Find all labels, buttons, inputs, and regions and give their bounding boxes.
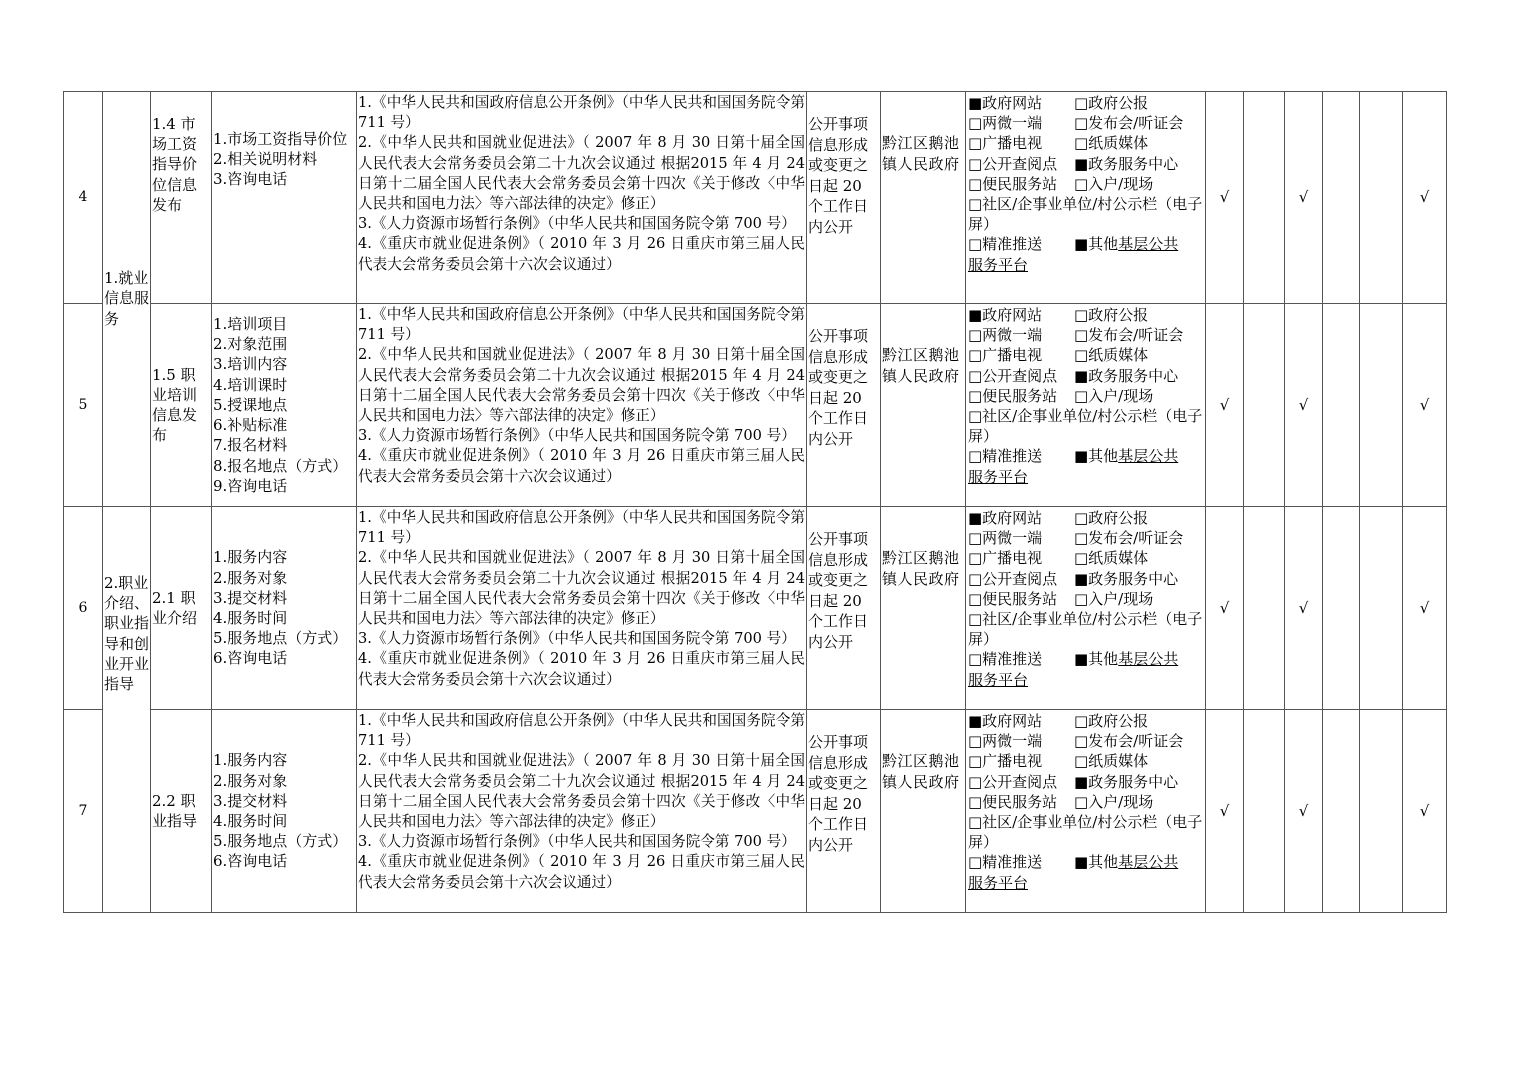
channel-row [968,133,1204,153]
channel-option: □政府公报 [1074,94,1149,112]
channel-row [968,731,1204,751]
channel-option: □精准推送 [968,853,1043,872]
legal-basis-item: 4.《重庆市就业促进条例》（ 2010 年 3 月 26 日重庆市第三届人民代表大会常务委员会第十六次会议通过） [358,447,805,485]
channel-row [968,548,1204,568]
channel-other-value: 基层公共 [1118,853,1179,872]
legal-basis-item: 1.《中华人民共和国政府信息公开条例》（中华人民共和国国务院令第 711 号） [358,712,805,750]
channel-other-value-cont: 服务平台 [968,467,1029,486]
legal-basis-item: 3.《人力资源市场暂行条例》（中华人民共和国国务院令第 700 号） [358,630,796,648]
channel-row [968,446,1204,466]
legal-basis-item: 1.《中华人民共和国政府信息公开条例》（中华人民共和国国务院令第 711 号） [358,509,805,547]
legal-basis-item: 2.《中华人民共和国就业促进法》（ 2007 年 8 月 30 日第十届全国人民代表大会常务委员会第二十九次会议通过 根据2015 年 4 月 24 日第十二届全国人民代表大会常务委员会第十四次《关于修改〈中华人民共和国电力法〉等六部法律的决定》修正） [358,346,805,425]
content-item: 6.补贴标准 [213,416,288,435]
content-item: 1.培训项目 [213,315,288,334]
check-mark: √ [1206,507,1244,710]
channel-row [968,508,1204,528]
channel-row [968,792,1204,812]
channel-row [968,751,1204,771]
check-mark: √ [1285,507,1323,710]
check-mark: √ [1206,710,1244,913]
channel-option: □两微一端 [968,326,1043,345]
channel-option: □社区/企事业单位/村公示栏（电子屏） [968,407,1203,446]
empty-cell [1323,710,1360,913]
channel-option: ■政务服务中心 [1074,772,1179,791]
row-index: 4 [64,92,103,304]
content-item: 7.报名材料 [213,436,288,455]
channel-option: ■政府网站 [968,94,1043,112]
disclosure-channels [966,92,1206,304]
channel-row [968,711,1204,731]
content-item: 2.服务对象 [213,771,288,790]
empty-cell [1360,710,1403,913]
channel-other-label: ■其他 [1074,447,1119,466]
channel-row [968,589,1204,609]
disclosure-subject: 黔江区鹅池镇人民政府 [881,92,966,304]
channel-option: □精准推送 [968,650,1043,669]
category-cell: 2.职业介绍、职业指导和创业开业指导 [103,507,151,913]
legal-basis-item: 4.《重庆市就业促进条例》（ 2010 年 3 月 26 日重庆市第三届人民代表大会常务委员会第十六次会议通过） [358,853,805,891]
disclosure-channels [966,304,1206,507]
channel-row [968,772,1204,792]
channel-option: □精准推送 [968,447,1043,466]
category-cell: 1.就业信息服务 [103,92,151,507]
check-mark: √ [1206,92,1244,304]
check-mark: √ [1285,304,1323,507]
channel-option [1074,649,1178,669]
disclosure-timing: 公开事项信息形成或变更之日起 20 个工作日内公开 [807,92,881,304]
channel-option [1074,852,1178,872]
channel-option: □发布会/听证会 [1074,529,1184,548]
channel-option: □两微一端 [968,732,1043,751]
legal-basis-item: 3.《人力资源市场暂行条例》（中华人民共和国国务院令第 700 号） [358,215,796,233]
channel-row [968,305,1204,325]
channel-option: ■政府网站 [968,712,1043,730]
check-mark: √ [1285,92,1323,304]
channel-option: □广播电视 [968,549,1043,568]
channel-option: □广播电视 [968,134,1043,153]
disclosure-table [63,91,1447,913]
channel-row [968,174,1204,194]
channel-row [968,154,1204,174]
legal-basis-item: 4.《重庆市就业促进条例》（ 2010 年 3 月 26 日重庆市第三届人民代表大会常务委员会第十六次会议通过） [358,650,805,688]
empty-cell [1244,304,1285,507]
channel-row [968,852,1204,872]
disclosure-channels [966,507,1206,710]
legal-basis-cell [357,92,807,304]
empty-cell [1360,304,1403,507]
content-item: 2.服务对象 [213,568,288,587]
content-item: 5.服务地点（方式） [213,832,348,851]
disclosure-channels [966,710,1206,913]
channel-row [968,569,1204,589]
channel-other-value: 基层公共 [1118,235,1179,254]
channel-option: □公开查阅点 [968,366,1058,385]
channel-option: □政府公报 [1074,712,1149,730]
subcategory-cell: 2.2 职业指导 [151,710,212,913]
row-index: 6 [64,507,103,710]
channel-option: □公开查阅点 [968,569,1058,588]
content-item: 5.服务地点（方式） [213,629,348,648]
content-item: 3.培训内容 [213,355,288,374]
channel-option: □发布会/听证会 [1074,326,1184,345]
content-list [212,92,357,304]
content-item: 3.提交材料 [213,791,288,810]
channel-option: □广播电视 [968,346,1043,365]
content-item: 6.咨询电话 [213,852,288,871]
subcategory-cell: 2.1 职业介绍 [151,507,212,710]
channel-option: □公开查阅点 [968,154,1058,173]
channel-row [968,386,1204,406]
legal-basis-item: 3.《人力资源市场暂行条例》（中华人民共和国国务院令第 700 号） [358,427,796,445]
content-item: 2.对象范围 [213,335,288,354]
channel-other-value: 基层公共 [1118,447,1179,466]
channel-row [968,649,1204,669]
content-item: 3.提交材料 [213,588,288,607]
content-list [212,710,357,913]
channel-option: □政府公报 [1074,509,1149,527]
row-index: 7 [64,710,103,913]
table-row [64,92,1447,304]
channel-option: □纸质媒体 [1074,134,1149,153]
channel-option: □入户/现场 [1074,386,1154,405]
disclosure-timing: 公开事项信息形成或变更之日起 20 个工作日内公开 [807,710,881,913]
check-mark: √ [1206,304,1244,507]
channel-other-label: ■其他 [1074,853,1119,872]
subcategory-cell: 1.5 职业培训信息发布 [151,304,212,507]
channel-option: □入户/现场 [1074,792,1154,811]
channel-option: □精准推送 [968,235,1043,254]
empty-cell [1323,304,1360,507]
channel-option: ■政务服务中心 [1074,154,1179,173]
channel-row [968,528,1204,548]
table-row [64,507,1447,710]
channel-row [968,366,1204,386]
channel-option: □政府公报 [1074,306,1149,324]
channel-option: □广播电视 [968,752,1043,771]
subcategory-cell: 1.4 市场工资指导价位信息发布 [151,92,212,304]
channel-option: □便民服务站 [968,589,1058,608]
channel-option: □两微一端 [968,529,1043,548]
channel-option: ■政务服务中心 [1074,569,1179,588]
legal-basis-item: 4.《重庆市就业促进条例》（ 2010 年 3 月 26 日重庆市第三届人民代表大会常务委员会第十六次会议通过） [358,235,805,273]
channel-option: □发布会/听证会 [1074,114,1184,133]
channel-row [968,345,1204,365]
content-item: 1.服务内容 [213,751,288,770]
legal-basis-item: 2.《中华人民共和国就业促进法》（ 2007 年 8 月 30 日第十届全国人民代表大会常务委员会第二十九次会议通过 根据2015 年 4 月 24 日第十二届全国人民代表大会常务委员会第十四次《关于修改〈中华人民共和国电力法〉等六部法律的决定》修正） [358,134,805,213]
channel-option: □便民服务站 [968,792,1058,811]
content-item: 5.授课地点 [213,395,288,414]
channel-option: ■政府网站 [968,509,1043,527]
channel-other-value-cont: 服务平台 [968,255,1029,274]
empty-cell [1323,507,1360,710]
check-mark: √ [1403,304,1447,507]
channel-option: ■政务服务中心 [1074,366,1179,385]
channel-row [968,325,1204,345]
empty-cell [1244,92,1285,304]
legal-basis-item: 3.《人力资源市场暂行条例》（中华人民共和国国务院令第 700 号） [358,833,796,851]
content-item: 2.相关说明材料 [213,150,318,169]
disclosure-subject: 黔江区鹅池镇人民政府 [881,304,966,507]
channel-row [968,234,1204,254]
channel-option: □入户/现场 [1074,174,1154,193]
channel-option: □纸质媒体 [1074,752,1149,771]
channel-option [1074,234,1178,254]
content-item: 4.服务时间 [213,812,288,830]
check-mark: √ [1403,710,1447,913]
channel-option: □公开查阅点 [968,772,1058,791]
content-item: 1.市场工资指导价位 [213,130,348,148]
legal-basis-cell [357,507,807,710]
content-item: 4.服务时间 [213,609,288,627]
channel-option [1074,446,1178,466]
channel-option: □社区/企事业单位/村公示栏（电子屏） [968,195,1203,234]
disclosure-timing: 公开事项信息形成或变更之日起 20 个工作日内公开 [807,507,881,710]
empty-cell [1360,507,1403,710]
channel-option: □便民服务站 [968,386,1058,405]
channel-option: □发布会/听证会 [1074,732,1184,751]
content-item: 1.服务内容 [213,548,288,567]
legal-basis-item: 1.《中华人民共和国政府信息公开条例》（中华人民共和国国务院令第 711 号） [358,94,805,132]
empty-cell [1323,92,1360,304]
channel-option: ■政府网站 [968,306,1043,324]
content-list [212,304,357,507]
legal-basis-item: 2.《中华人民共和国就业促进法》（ 2007 年 8 月 30 日第十届全国人民代表大会常务委员会第二十九次会议通过 根据2015 年 4 月 24 日第十二届全国人民代表大会常务委员会第十四次《关于修改〈中华人民共和国电力法〉等六部法律的决定》修正） [358,549,805,628]
channel-option: □纸质媒体 [1074,549,1149,568]
table-row [64,710,1447,913]
content-list [212,507,357,710]
table-row [64,304,1447,507]
disclosure-subject: 黔江区鹅池镇人民政府 [881,507,966,710]
check-mark: √ [1403,507,1447,710]
content-item: 8.报名地点（方式） [213,456,348,475]
content-item: 9.咨询电话 [213,476,288,495]
channel-option: □社区/企事业单位/村公示栏（电子屏） [968,813,1203,852]
channel-row [968,93,1204,113]
legal-basis-cell [357,710,807,913]
empty-cell [1244,507,1285,710]
legal-basis-item: 1.《中华人民共和国政府信息公开条例》（中华人民共和国国务院令第 711 号） [358,306,805,344]
disclosure-timing: 公开事项信息形成或变更之日起 20 个工作日内公开 [807,304,881,507]
channel-other-value: 基层公共 [1118,650,1179,669]
legal-basis-item: 2.《中华人民共和国就业促进法》（ 2007 年 8 月 30 日第十届全国人民代表大会常务委员会第二十九次会议通过 根据2015 年 4 月 24 日第十二届全国人民代表大会常务委员会第十四次《关于修改〈中华人民共和国电力法〉等六部法律的决定》修正） [358,752,805,831]
channel-option: □入户/现场 [1074,589,1154,608]
channel-option: □两微一端 [968,114,1043,133]
channel-option: □社区/企事业单位/村公示栏（电子屏） [968,610,1203,649]
channel-other-value-cont: 服务平台 [968,873,1029,892]
channel-other-value-cont: 服务平台 [968,670,1029,689]
check-mark: √ [1285,710,1323,913]
channel-row [968,113,1204,133]
empty-cell [1244,710,1285,913]
content-item: 3.咨询电话 [213,170,288,189]
row-index: 5 [64,304,103,507]
empty-cell [1360,92,1403,304]
check-mark: √ [1403,92,1447,304]
channel-other-label: ■其他 [1074,650,1119,669]
legal-basis-cell [357,304,807,507]
disclosure-subject: 黔江区鹅池镇人民政府 [881,710,966,913]
channel-option: □纸质媒体 [1074,346,1149,365]
channel-other-label: ■其他 [1074,235,1119,254]
content-item: 6.咨询电话 [213,649,288,668]
channel-option: □便民服务站 [968,174,1058,193]
table-body [64,92,1447,913]
content-item: 4.培训课时 [213,375,288,394]
